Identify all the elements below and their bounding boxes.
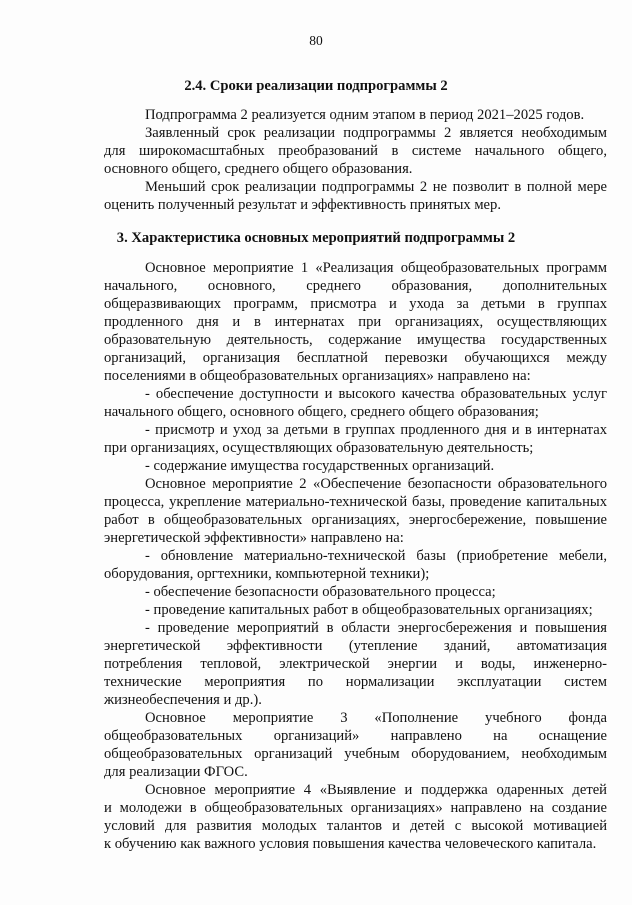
list-item-line: жизнеобеспечения и др.). <box>104 692 262 708</box>
list-item-line: - проведение капитальных работ в общеобразовательных организациях; <box>145 602 593 618</box>
page-number: 80 <box>309 33 323 48</box>
paragraph-line: поселениями в общеобразовательных организациях» направлено на: <box>104 368 531 384</box>
paragraph-line: условий для развития молодых талантов и детей с высокой мотивацией <box>104 818 607 834</box>
paragraph-line: для широкомасштабных преобразований в системе начального общего, <box>104 143 607 159</box>
section-heading-2-4: 2.4. Сроки реализации подпрограммы 2 <box>184 78 448 94</box>
paragraph-line: процесса, укрепление материально-технической базы, проведение капитальных <box>104 494 607 510</box>
paragraph-line: начального, основного, среднего образования, дополнительных <box>104 278 607 294</box>
paragraph-line: Подпрограмма 2 реализуется одним этапом в период 2021–2025 годов. <box>145 107 585 123</box>
paragraph-line: к обучению как важного условия повышения качества человеческого капитала. <box>104 836 597 852</box>
list-item-line: оборудования, оргтехники, компьютерной техники); <box>104 566 430 582</box>
list-item-line: - обеспечение доступности и высокого качества образовательных услуг <box>145 386 607 402</box>
list-item-line: - проведение мероприятий в области энергосбережения и повышения <box>145 620 607 636</box>
paragraph-line: Основное мероприятие 1 «Реализация общеобразовательных программ <box>145 260 607 276</box>
paragraph-line: для реализации ФГОС. <box>104 764 248 780</box>
section-heading-3: 3. Характеристика основных мероприятий подпрограммы 2 <box>116 230 516 246</box>
paragraph-line: Основное мероприятие 3 «Пополнение учебного фонда <box>145 710 607 726</box>
list-item-line: - обновление материально-технической базы (приобретение мебели, <box>145 548 607 564</box>
list-item-line: технические мероприятия по нормализации эксплуатации систем <box>104 674 607 690</box>
paragraph-line: общеобразовательных организаций» направлено на оснащение <box>104 728 607 744</box>
paragraph-line: оценить полученный результат и эффективность принятых мер. <box>104 197 501 213</box>
paragraph-line: Основное мероприятие 2 «Обеспечение безопасности образовательного <box>145 476 607 492</box>
list-item-line: энергетической эффективности (утепление зданий, автоматизация <box>104 638 607 654</box>
paragraph-line: основного общего, среднего общего образования. <box>104 161 413 177</box>
list-item-line: - обеспечение безопасности образовательного процесса; <box>145 584 496 600</box>
list-item-line: начального общего, основного общего, среднего общего образования; <box>104 404 539 420</box>
paragraph-line: общеразвивающих программ, присмотра и ухода за детьми в группах <box>104 296 607 312</box>
paragraph-line: Меньший срок реализации подпрограммы 2 не позволит в полной мере <box>145 179 607 195</box>
paragraph-line: общеобразовательных организаций учебным оборудованием, необходимым <box>104 746 607 762</box>
paragraph-line: Заявленный срок реализации подпрограммы 2 является необходимым <box>145 125 607 141</box>
paragraph-line: энергетической эффективности» направлено на: <box>104 530 404 546</box>
list-item-line: потребления тепловой, электрической энергии и воды, инженерно- <box>104 656 607 672</box>
paragraph-line: и молодежи в общеобразовательных организациях» направлено на создание <box>104 800 607 816</box>
list-item-line: - присмотр и уход за детьми в группах продленного дня и в интернатах <box>145 422 607 438</box>
paragraph-line: продленного дня и в интернатах при организациях, осуществляющих <box>104 314 607 330</box>
paragraph-line: организаций, организация бесплатной перевозки обучающихся между <box>104 350 607 366</box>
list-item-line: при организациях, осуществляющих образовательную деятельность; <box>104 440 534 456</box>
paragraph-line: образовательную деятельность, содержание имущества государственных <box>104 332 607 348</box>
list-item-line: - содержание имущества государственных организаций. <box>145 458 495 474</box>
paragraph-line: Основное мероприятие 4 «Выявление и поддержка одаренных детей <box>145 782 607 798</box>
paragraph-line: работ в общеобразовательных организациях, энергосбережение, повышение <box>104 512 607 528</box>
